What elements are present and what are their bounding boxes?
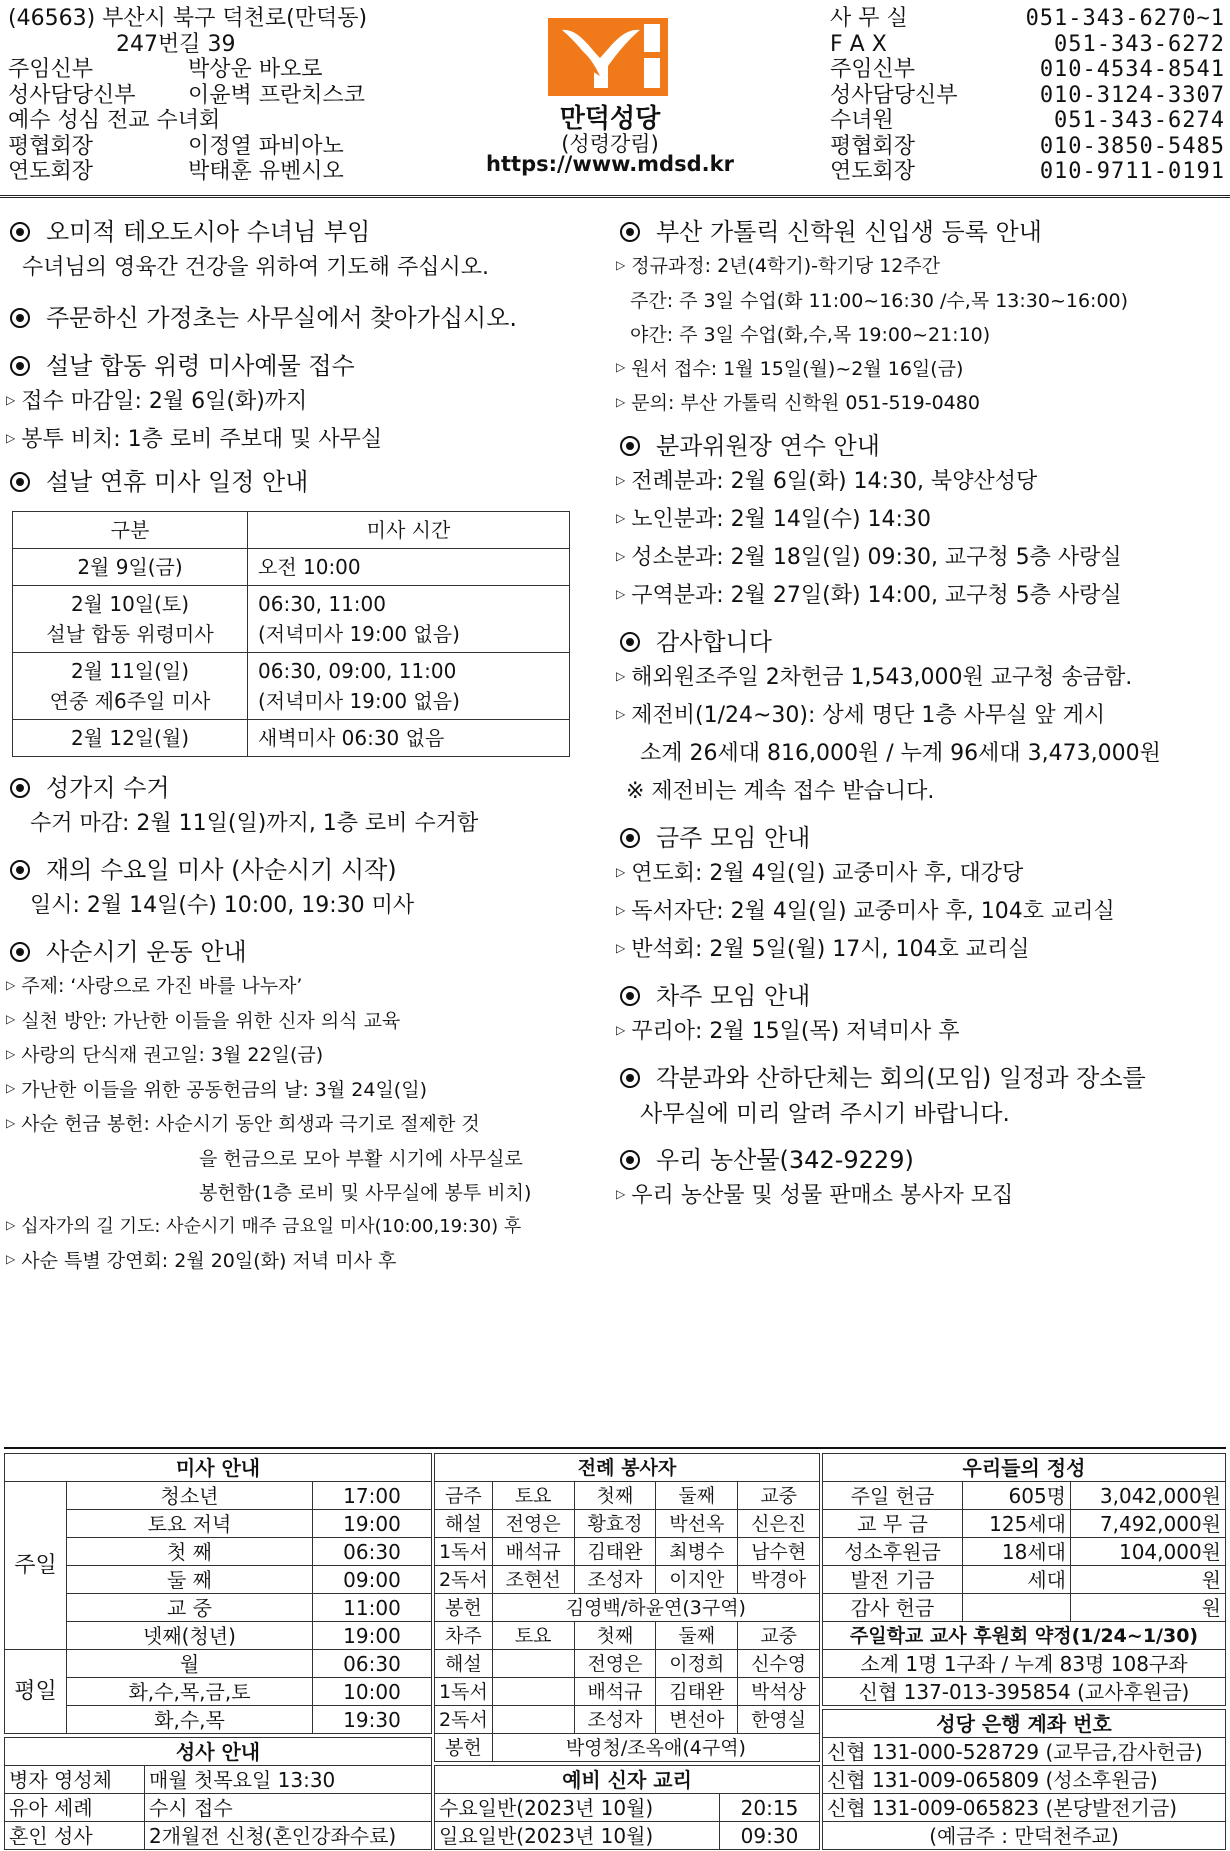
server-name: 전영은 — [574, 1650, 656, 1678]
sunday-label: 주일 — [5, 1482, 67, 1650]
holiday-mass-table — [12, 511, 570, 757]
server-name: 이정희 — [656, 1650, 738, 1678]
sacrament-name: 병자 영성체 — [5, 1766, 145, 1794]
triangle-bullet-icon: ▷ — [616, 548, 626, 563]
catechism-table — [434, 1765, 820, 1850]
table-row — [823, 1566, 1226, 1594]
circle-bullet-icon — [620, 1150, 640, 1170]
column-header: 토요 — [492, 1622, 574, 1650]
mass-time: 09:00 — [313, 1566, 432, 1594]
mass-time: 17:00 — [313, 1482, 432, 1510]
table-row — [823, 1766, 1226, 1794]
server-name: 변선아 — [656, 1706, 738, 1734]
parish-logo-icon — [548, 18, 668, 96]
staff-name: 박상운 바오로 — [188, 57, 323, 82]
table-row — [823, 1650, 1226, 1678]
table-cell: 연중 제6주일 미사 — [49, 689, 211, 713]
offering-servers: 김영백/하윤연(3구역) — [492, 1594, 819, 1622]
column-header: 토요 — [492, 1482, 574, 1510]
circle-bullet-icon — [10, 356, 30, 376]
table-cell: 2월 10일(토) — [70, 592, 190, 616]
table-cell: 06:30, 09:00, 11:00 — [258, 659, 457, 683]
mass-time: 19:30 — [313, 1706, 432, 1734]
server-name: 박선옥 — [656, 1510, 738, 1538]
circle-bullet-icon — [620, 222, 640, 242]
parish-info — [8, 6, 508, 185]
header-divider — [0, 195, 1230, 198]
mass-guide-table — [4, 1453, 432, 1734]
notice-line: ▷ 봉투 비치: 1층 로비 주보대 및 사무실 — [6, 421, 606, 459]
circle-bullet-icon — [10, 222, 30, 242]
address-line-1: (46563) 부산시 북구 덕천로(만덕동) — [8, 6, 368, 31]
contact-phone: 051-343-6270~1 — [1025, 6, 1225, 31]
staff-name: 이정열 파비아노 — [188, 133, 344, 159]
table-row — [13, 720, 570, 757]
offering-amount: 3,042,000원 — [1071, 1482, 1226, 1510]
class-time: 20:15 — [720, 1794, 820, 1822]
role-label: 2독서 — [435, 1706, 493, 1734]
notice-title: 성가지 수거 — [6, 771, 606, 805]
notice-line: 을 헌금으로 모아 부활 시기에 사무실로 — [199, 1147, 523, 1170]
mass-name: 토요 저녁 — [67, 1510, 313, 1538]
notice-title: 설날 합동 위령 미사예물 접수 — [6, 349, 606, 383]
mass-time: 11:00 — [313, 1594, 432, 1622]
server-name: 조현선 — [492, 1566, 574, 1594]
circle-bullet-icon — [620, 828, 640, 848]
staff-role: 연도회장 — [8, 159, 94, 184]
notice-title: 부산 가톨릭 신학원 신입생 등록 안내 — [616, 215, 1228, 249]
week-label: 금주 — [435, 1482, 493, 1510]
right-notices — [616, 215, 1228, 1215]
server-name — [492, 1678, 574, 1706]
contact-label: F A X — [830, 31, 887, 57]
table-cell: 오전 10:00 — [258, 555, 361, 579]
table-row — [13, 653, 570, 720]
table-row — [5, 1766, 432, 1794]
notice-line: ▷ 반석회: 2월 5일(월) 17시, 104호 교리실 — [616, 931, 1228, 969]
triangle-bullet-icon: ▷ — [616, 510, 626, 525]
week-label: 차주 — [435, 1622, 493, 1650]
table-cell: (저녁미사 19:00 없음) — [258, 622, 460, 646]
contact-phone: 010-9711-0191 — [1039, 159, 1225, 184]
triangle-bullet-icon: ▷ — [6, 1046, 16, 1061]
triangle-bullet-icon: ▷ — [616, 1186, 626, 1201]
mass-name: 첫 째 — [67, 1538, 313, 1566]
mass-time: 10:00 — [313, 1678, 432, 1706]
bulletin-header — [0, 0, 1230, 195]
circle-bullet-icon — [10, 942, 30, 962]
circle-bullet-icon — [10, 472, 30, 492]
notice-line: ▷ 문의: 부산 가톨릭 신학원 051-519-0480 — [616, 386, 1228, 421]
table-row — [435, 1706, 820, 1734]
table-row — [823, 1678, 1226, 1706]
offering-count — [963, 1594, 1071, 1622]
notice-line: ▷ 전례분과: 2월 6일(화) 14:30, 북양산성당 — [616, 463, 1228, 501]
sacrament-name: 유아 세례 — [5, 1794, 145, 1822]
table-row — [435, 1622, 820, 1650]
table-row — [823, 1738, 1226, 1766]
table-cell: 06:30, 11:00 — [258, 592, 386, 616]
notice-line: ▷ 사순 헌금 봉헌: 사순시기 동안 희생과 극기로 절제한 것 — [6, 1107, 606, 1142]
table-title: 미사 안내 — [5, 1454, 432, 1482]
triangle-bullet-icon: ▷ — [6, 393, 16, 407]
sunday-school-table — [822, 1621, 1226, 1706]
table-row — [823, 1482, 1226, 1510]
offering-name: 발전 기금 — [823, 1566, 963, 1594]
triangle-bullet-icon: ▷ — [616, 360, 626, 374]
table-row — [823, 1538, 1226, 1566]
server-name: 한영실 — [738, 1706, 820, 1734]
table-title: 성당 은행 계좌 번호 — [823, 1710, 1226, 1738]
contact-label: 연도회장 — [830, 159, 916, 184]
server-name: 박석상 — [738, 1678, 820, 1706]
offering-name: 성소후원금 — [823, 1538, 963, 1566]
circle-bullet-icon — [10, 308, 30, 328]
notice-title: 사순시기 운동 안내 — [6, 935, 606, 969]
server-name: 남수현 — [738, 1538, 820, 1566]
table-title: 전례 봉사자 — [435, 1454, 820, 1482]
staff-name: 박태훈 유벤시오 — [188, 159, 344, 184]
notice-title: 각분과와 산하단체는 회의(모임) 일정과 장소를 — [616, 1061, 1228, 1095]
triangle-bullet-icon: ▷ — [6, 1217, 16, 1232]
triangle-bullet-icon: ▷ — [616, 706, 626, 721]
mass-name: 화,수,목,금,토 — [67, 1678, 313, 1706]
mass-time: 06:30 — [313, 1650, 432, 1678]
triangle-bullet-icon: ▷ — [616, 394, 626, 409]
offering-count: 18세대 — [963, 1538, 1071, 1566]
contact-info — [830, 6, 1225, 185]
notice-line: 주간: 주 3일 수업(화 11:00~16:30 /수,목 13:30~16:00) — [630, 289, 1129, 312]
table-cell: 새벽미사 06:30 없음 — [258, 726, 445, 750]
notice-line: ▷ 독서자단: 2월 4일(일) 교중미사 후, 104호 교리실 — [616, 893, 1228, 931]
notice-line: ※ 제전비는 계속 접수 받습니다. — [626, 778, 935, 804]
server-name: 조성자 — [574, 1706, 656, 1734]
table-title: 우리들의 정성 — [823, 1454, 1226, 1482]
notice-line: 일시: 2월 14일(수) 10:00, 19:30 미사 — [30, 893, 415, 918]
server-name: 전영은 — [492, 1510, 574, 1538]
column-header: 첫째 — [574, 1622, 656, 1650]
mass-name: 둘 째 — [67, 1566, 313, 1594]
notice-title: 우리 농산물(342-9229) — [616, 1143, 1228, 1177]
account-holder: (예금주 : 만덕천주교) — [823, 1822, 1226, 1850]
triangle-bullet-icon: ▷ — [616, 864, 626, 879]
left-notices — [6, 215, 606, 1278]
notice-line: ▷ 사순 특별 강연회: 2월 20일(화) 저녁 미사 후 — [6, 1244, 606, 1279]
notice-line: ▷ 접수 마감일: 2월 6일(화)까지 — [6, 383, 606, 421]
notice-line: 사무실에 미리 알려 주시기 바랍니다. — [640, 1100, 1010, 1127]
table-row — [5, 1566, 432, 1594]
notice-title: 주문하신 가정초는 사무실에서 찾아가십시오. — [6, 301, 606, 335]
notice-line: 수녀님의 영육간 건강을 위하여 기도해 주십시오. — [22, 255, 490, 280]
table-row — [5, 1650, 432, 1678]
server-name: 김태완 — [656, 1678, 738, 1706]
server-name: 최병수 — [656, 1538, 738, 1566]
bank-account: 신협 131-009-065823 (본당발전기금) — [823, 1794, 1226, 1822]
offering-count: 125세대 — [963, 1510, 1071, 1538]
sacrament-value: 매월 첫목요일 13:30 — [145, 1766, 432, 1794]
contact-phone: 010-3850-5485 — [1039, 133, 1225, 159]
table-header: 구분 — [13, 512, 248, 549]
class-name: 일요일반(2023년 10월) — [435, 1822, 720, 1850]
sacrament-table — [4, 1737, 432, 1850]
server-name — [492, 1650, 574, 1678]
table-row — [435, 1538, 820, 1566]
table-row — [823, 1510, 1226, 1538]
offering-servers: 박영청/조옥애(4구역) — [492, 1734, 819, 1762]
triangle-bullet-icon: ▷ — [616, 668, 626, 683]
role-label: 2독서 — [435, 1566, 493, 1594]
notice-title: 오미적 테오도시아 수녀님 부임 — [6, 215, 606, 249]
table-row — [823, 1594, 1226, 1622]
class-time: 09:30 — [720, 1822, 820, 1850]
circle-bullet-icon — [10, 860, 30, 880]
table-row — [435, 1734, 820, 1762]
notice-line: ▷ 정규과정: 2년(4학기)-학기당 12주간 — [616, 249, 1228, 284]
table-row — [435, 1650, 820, 1678]
notice-line: 봉헌함(1층 로비 및 사무실에 봉투 비치) — [199, 1181, 532, 1204]
table-row — [823, 1794, 1226, 1822]
staff-role: 예수 성심 전교 수녀회 — [8, 108, 221, 133]
role-label: 해설 — [435, 1510, 493, 1538]
server-name: 배석규 — [492, 1538, 574, 1566]
notice-line: ▷ 우리 농산물 및 성물 판매소 봉사자 모집 — [616, 1177, 1228, 1215]
contact-label: 수녀원 — [830, 108, 894, 133]
offering-amount: 104,000원 — [1071, 1538, 1226, 1566]
table-cell: 설날 합동 위령미사 — [46, 622, 214, 646]
staff-role: 주임신부 — [8, 57, 94, 82]
triangle-bullet-icon: ▷ — [6, 1252, 16, 1266]
table-row — [5, 1538, 432, 1566]
table-title: 예비 신자 교리 — [435, 1766, 820, 1794]
server-name — [492, 1706, 574, 1734]
circle-bullet-icon — [10, 778, 30, 798]
triangle-bullet-icon: ▷ — [6, 1081, 16, 1095]
table-row — [435, 1594, 820, 1622]
notice-line: ▷ 해외원조주일 2차헌금 1,543,000원 교구청 송금함. — [616, 659, 1228, 697]
table-row — [13, 549, 570, 586]
triangle-bullet-icon: ▷ — [616, 472, 626, 487]
column-header: 둘째 — [656, 1622, 738, 1650]
notice-title: 재의 수요일 미사 (사순시기 시작) — [6, 853, 606, 887]
offering-amount: 원 — [1071, 1566, 1226, 1594]
column-header: 교중 — [738, 1482, 820, 1510]
triangle-bullet-icon: ▷ — [616, 257, 626, 272]
mass-name: 화,수,목 — [67, 1706, 313, 1734]
notice-line: ▷ 노인분과: 2월 14일(수) 14:30 — [616, 501, 1228, 539]
table-row — [435, 1794, 820, 1822]
triangle-bullet-icon: ▷ — [6, 1115, 16, 1130]
address-line-2: 247번길 39 — [116, 31, 236, 57]
table-row — [435, 1822, 820, 1850]
circle-bullet-icon — [620, 1068, 640, 1088]
sacrament-name: 혼인 성사 — [5, 1822, 145, 1850]
table-cell: 2월 12일(월) — [70, 726, 190, 750]
table-row — [5, 1510, 432, 1538]
bottom-tables — [4, 1447, 1226, 1847]
notice-line: ▷ 연도회: 2월 4일(일) 교중미사 후, 대강당 — [616, 855, 1228, 893]
staff-name: 이윤벽 프란치스코 — [188, 82, 366, 108]
offering-count: 세대 — [963, 1566, 1071, 1594]
table-row — [435, 1566, 820, 1594]
server-name: 신은진 — [738, 1510, 820, 1538]
contact-label: 사 무 실 — [830, 6, 908, 31]
parish-website-link[interactable]: https://www.mdsd.kr — [486, 152, 734, 176]
bank-account: 신협 131-009-065809 (성소후원금) — [823, 1766, 1226, 1794]
notice-line: 야간: 주 3일 수업(화,수,목 19:00~21:10) — [630, 323, 991, 346]
notice-line: ▷ 원서 접수: 1월 15일(월)~2월 16일(금) — [616, 352, 1228, 387]
table-row — [5, 1794, 432, 1822]
notice-line: ▷ 십자가의 길 기도: 사순시기 매주 금요일 미사(10:00,19:30) 후 — [6, 1210, 606, 1244]
server-name: 김태완 — [574, 1538, 656, 1566]
server-name: 조성자 — [574, 1566, 656, 1594]
table-title: 주일학교 교사 후원회 약정(1/24~1/30) — [823, 1622, 1226, 1650]
table-row — [5, 1706, 432, 1734]
parish-subtitle: (성령강림) — [561, 132, 659, 156]
notice-line: ▷ 성소분과: 2월 18일(일) 09:30, 교구청 5층 사랑실 — [616, 539, 1228, 577]
column-header: 첫째 — [574, 1482, 656, 1510]
triangle-bullet-icon: ▷ — [616, 586, 626, 601]
table-cell: 2월 11일(일) — [70, 659, 190, 683]
weekday-label: 평일 — [5, 1650, 67, 1734]
liturgy-server-table — [434, 1453, 820, 1762]
table-row — [435, 1678, 820, 1706]
role-label: 봉헌 — [435, 1594, 493, 1622]
server-name: 배석규 — [574, 1678, 656, 1706]
notice-title: 설날 연휴 미사 일정 안내 — [6, 465, 606, 499]
offering-table — [822, 1453, 1226, 1622]
notice-line: ▷ 주제: ‘사랑으로 가진 바를 나누자’ — [6, 969, 606, 1004]
offering-name: 교 무 금 — [823, 1510, 963, 1538]
contact-phone: 051-343-6274 — [1054, 108, 1225, 133]
table-row — [5, 1594, 432, 1622]
parish-name: 만덕성당 — [559, 104, 661, 134]
mass-time: 06:30 — [313, 1538, 432, 1566]
server-name: 황효정 — [574, 1510, 656, 1538]
mass-name: 교 중 — [67, 1594, 313, 1622]
notice-title: 분과위원장 연수 안내 — [616, 429, 1228, 463]
mass-time: 19:00 — [313, 1622, 432, 1650]
circle-bullet-icon — [620, 986, 640, 1006]
table-row — [435, 1510, 820, 1538]
column-header: 교중 — [738, 1622, 820, 1650]
contact-label: 평협회장 — [830, 133, 916, 159]
table-header: 미사 시간 — [248, 512, 570, 549]
notice-line: 소계 26세대 816,000원 / 누계 96세대 3,473,000원 — [640, 740, 1161, 766]
contact-label: 주임신부 — [830, 57, 916, 82]
bank-account: 신협 131-000-528729 (교무금,감사헌금) — [823, 1738, 1226, 1766]
staff-role: 성사담당신부 — [8, 82, 136, 108]
triangle-bullet-icon: ▷ — [616, 902, 626, 917]
column-header: 둘째 — [656, 1482, 738, 1510]
triangle-bullet-icon: ▷ — [616, 1022, 626, 1037]
triangle-bullet-icon: ▷ — [6, 1012, 16, 1026]
server-name: 박경아 — [738, 1566, 820, 1594]
staff-role: 평협회장 — [8, 133, 94, 159]
triangle-bullet-icon: ▷ — [616, 940, 626, 955]
contact-phone: 010-4534-8541 — [1039, 57, 1225, 82]
sacrament-value: 수시 접수 — [145, 1794, 432, 1822]
sponsor-summary: 소계 1명 1구좌 / 누계 83명 108구좌 — [823, 1650, 1226, 1678]
sponsor-account: 신협 137-013-395854 (교사후원금) — [823, 1678, 1226, 1706]
table-row — [823, 1822, 1226, 1850]
table-title: 성사 안내 — [5, 1738, 432, 1766]
notice-line: 수거 마감: 2월 11일(일)까지, 1층 로비 수거함 — [30, 811, 479, 836]
mass-time: 19:00 — [313, 1510, 432, 1538]
offering-amount: 7,492,000원 — [1071, 1510, 1226, 1538]
contact-phone: 010-3124-3307 — [1039, 82, 1225, 108]
circle-bullet-icon — [620, 436, 640, 456]
notice-title: 금주 모임 안내 — [616, 821, 1228, 855]
notice-title: 감사합니다 — [616, 625, 1228, 659]
mass-name: 월 — [67, 1650, 313, 1678]
notice-line: ▷ 실천 방안: 가난한 이들을 위한 신자 의식 교육 — [6, 1004, 606, 1039]
contact-label: 성사담당신부 — [830, 82, 958, 108]
offering-name: 감사 헌금 — [823, 1594, 963, 1622]
notice-line: ▷ 꾸리아: 2월 15일(목) 저녁미사 후 — [616, 1013, 1228, 1051]
mass-name: 청소년 — [67, 1482, 313, 1510]
table-row — [13, 586, 570, 653]
table-cell: 2월 9일(금) — [77, 555, 183, 579]
class-name: 수요일반(2023년 10월) — [435, 1794, 720, 1822]
notice-title: 차주 모임 안내 — [616, 979, 1228, 1013]
table-row — [5, 1678, 432, 1706]
table-row — [5, 1822, 432, 1850]
triangle-bullet-icon: ▷ — [6, 431, 16, 445]
role-label: 1독서 — [435, 1678, 493, 1706]
sacrament-value: 2개월전 신청(혼인강좌수료) — [145, 1822, 432, 1850]
table-row — [435, 1482, 820, 1510]
circle-bullet-icon — [620, 632, 640, 652]
notice-line: ▷ 사랑의 단식재 권고일: 3월 22일(금) — [6, 1038, 606, 1073]
offering-count: 605명 — [963, 1482, 1071, 1510]
server-name: 신수영 — [738, 1650, 820, 1678]
triangle-bullet-icon: ▷ — [6, 977, 16, 992]
notice-line: ▷ 가난한 이들을 위한 공동헌금의 날: 3월 24일(일) — [6, 1073, 606, 1108]
role-label: 봉헌 — [435, 1734, 493, 1762]
notice-line: ▷ 제전비(1/24~30): 상세 명단 1층 사무실 앞 게시 — [616, 697, 1228, 735]
role-label: 해설 — [435, 1650, 493, 1678]
offering-name: 주일 헌금 — [823, 1482, 963, 1510]
table-cell: (저녁미사 19:00 없음) — [258, 689, 460, 713]
table-row — [5, 1482, 432, 1510]
mass-name: 넷째(청년) — [67, 1622, 313, 1650]
server-name: 이지안 — [656, 1566, 738, 1594]
contact-phone: 051-343-6272 — [1054, 31, 1225, 57]
offering-amount: 원 — [1071, 1594, 1226, 1622]
role-label: 1독서 — [435, 1538, 493, 1566]
table-row — [5, 1622, 432, 1650]
notice-line: ▷ 구역분과: 2월 27일(화) 14:00, 교구청 5층 사랑실 — [616, 577, 1228, 615]
bank-account-table — [822, 1709, 1226, 1850]
